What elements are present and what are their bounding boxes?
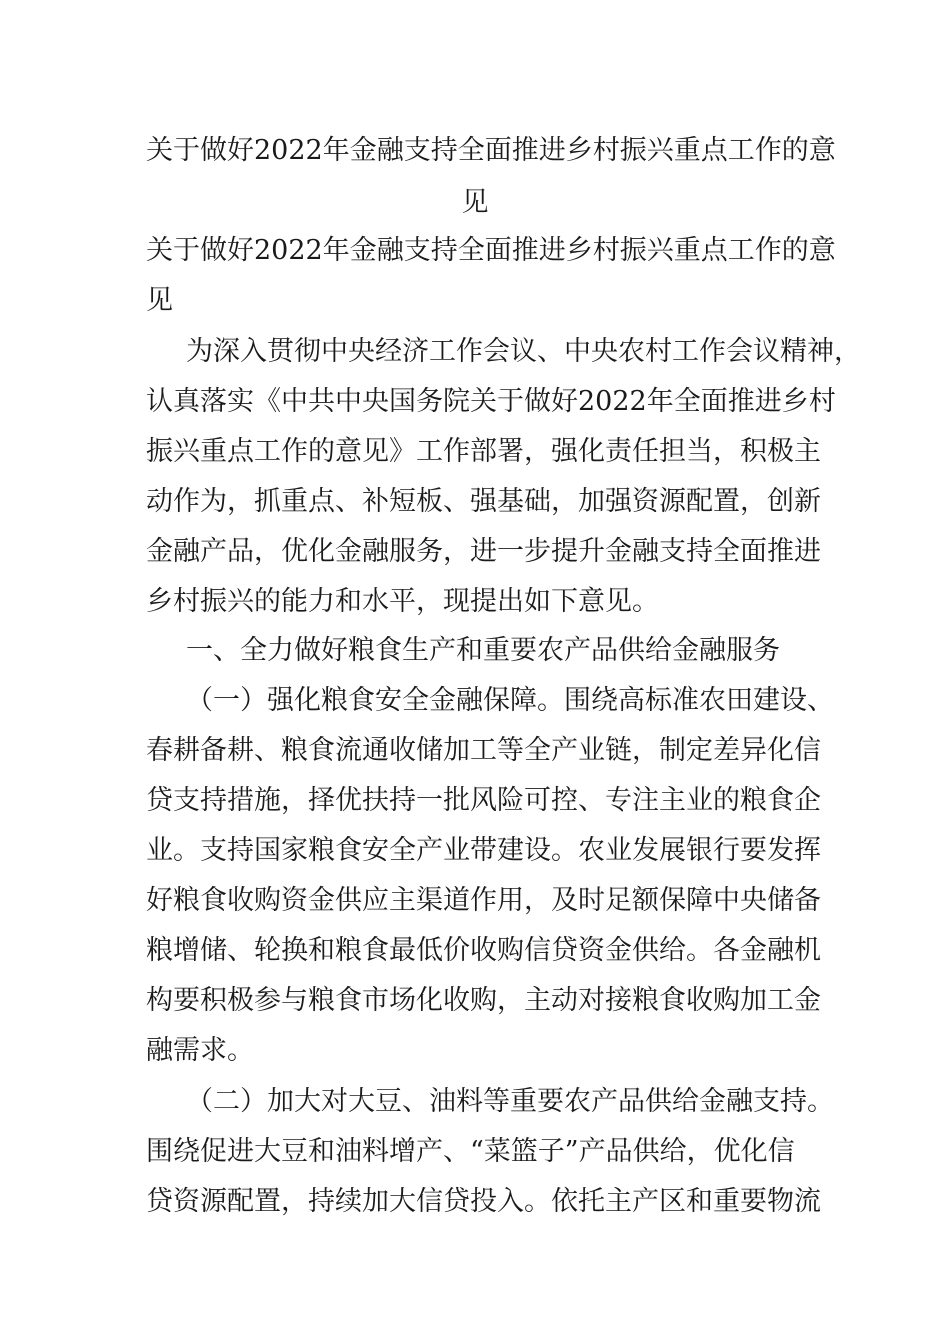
item1-line: 业。支持国家粮食安全产业带建设。农业发展银行要发挥 (146, 835, 821, 866)
intro-line: 为深入贯彻中央经济工作会议、中央农村工作会议精神， (186, 336, 861, 367)
intro-line: 乡村振兴的能力和水平，现提出如下意见。 (146, 586, 659, 617)
item1-line: 好粮食收购资金供应主渠道作用，及时足额保障中央储备 (146, 885, 821, 916)
intro-line: 认真落实《中共中央国务院关于做好2022年全面推进乡村 (146, 386, 836, 417)
item1-line: 春耕备耕、粮食流通收储加工等全产业链，制定差异化信 (146, 735, 821, 766)
item2-line: （二）加大对大豆、油料等重要农产品供给金融支持。 (186, 1086, 834, 1117)
intro-line: 振兴重点工作的意见》工作部署，强化责任担当，积极主 (146, 436, 821, 467)
item2-line: 围绕促进大豆和油料增产、“菜篮子”产品供给，优化信 (146, 1136, 795, 1167)
item1-line: 贷支持措施，择优扶持一批风险可控、专注主业的粮食企 (146, 785, 821, 816)
section-heading: 一、全力做好粮食生产和重要农产品供给金融服务 (186, 635, 780, 666)
item1-line: 融需求。 (146, 1035, 254, 1066)
intro-line: 金融产品，优化金融服务，进一步提升金融支持全面推进 (146, 536, 821, 567)
item1-line: 粮增储、轮换和粮食最低价收购信贷资金供给。各金融机 (146, 935, 821, 966)
repeat-title-line-1: 关于做好2022年金融支持全面推进乡村振兴重点工作的意 (146, 235, 836, 266)
intro-line: 动作为，抓重点、补短板、强基础，加强资源配置，创新 (146, 486, 821, 517)
repeat-title-line-2: 见 (146, 285, 173, 316)
item1-line: （一）强化粮食安全金融保障。围绕高标准农田建设、 (186, 685, 834, 716)
document-title-line-1: 关于做好2022年金融支持全面推进乡村振兴重点工作的意 (146, 135, 836, 166)
item2-line: 贷资源配置，持续加大信贷投入。依托主产区和重要物流 (146, 1186, 821, 1217)
item1-line: 构要积极参与粮食市场化收购，主动对接粮食收购加工金 (146, 985, 821, 1016)
document-title-line-2: 见 (461, 187, 489, 218)
